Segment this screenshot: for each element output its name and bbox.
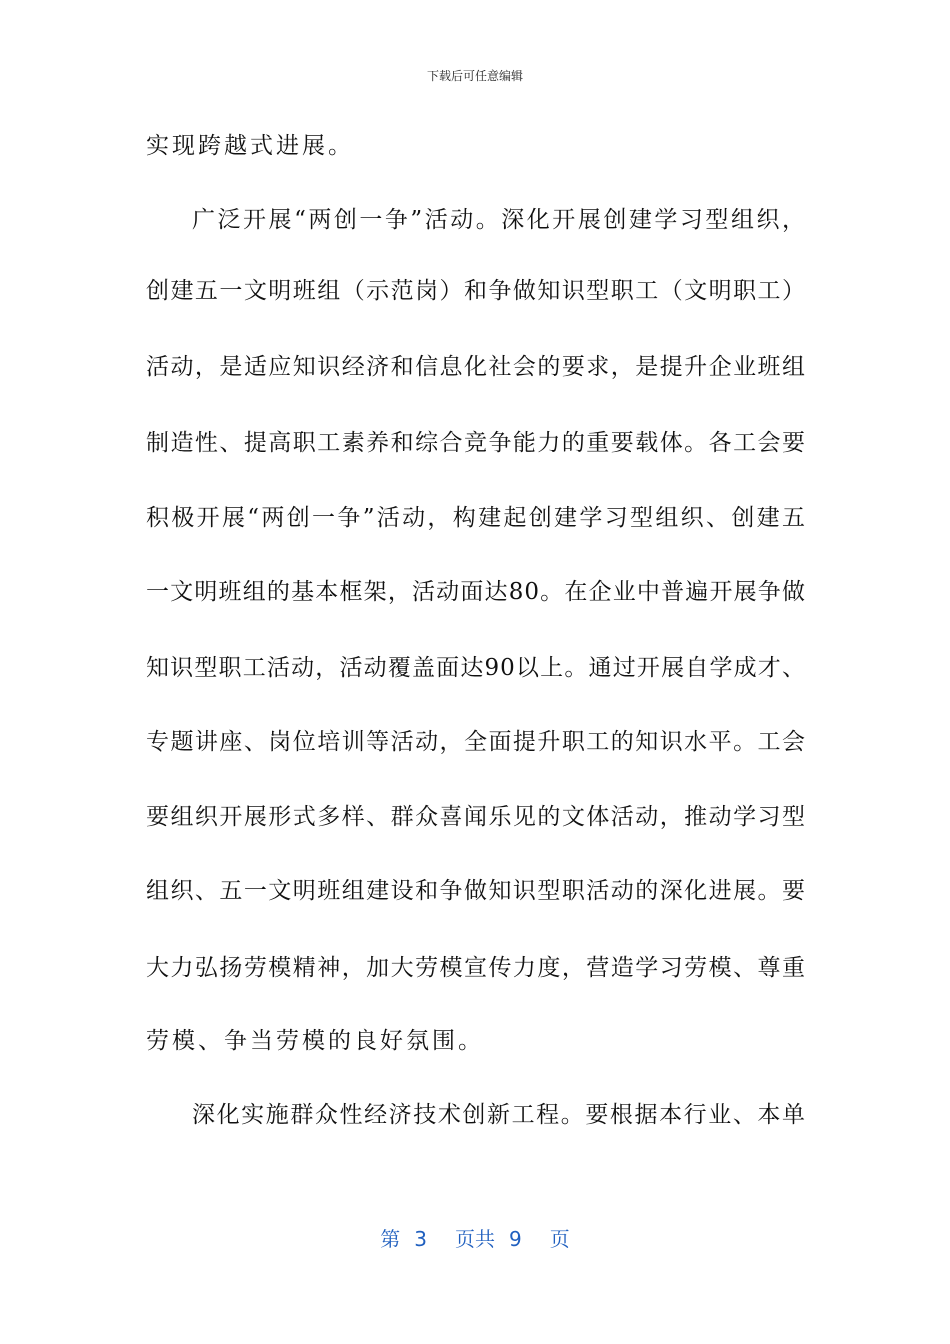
paragraph-start-line: 广泛开展“两创一争”活动。深化开展创建学习型组织，	[192, 207, 806, 233]
header-note: 下载后可任意编辑	[426, 69, 523, 83]
total-pages-number: 9	[509, 1227, 522, 1251]
body-line-5: 制造性、提高职工素养和综合竞争能力的重要载体。各工会要	[146, 430, 806, 456]
body-line-10: 要组织开展形式多样、群众喜闻乐见的文体活动，推动学习型	[146, 804, 806, 830]
body-line-9: 专题讲座、岗位培训等活动，全面提升职工的知识水平。工会	[146, 729, 806, 755]
paragraph-start-line: 深化实施群众性经济技术创新工程。要根据本行业、本单	[192, 1102, 806, 1128]
body-line-4: 活动，是适应知识经济和信息化社会的要求，是提升企业班组	[146, 354, 806, 380]
page-suffix: 页	[549, 1227, 570, 1251]
page-mid: 页共	[455, 1227, 495, 1251]
body-line-3: 创建五一文明班组（示范岗）和争做知识型职工（文明职工）	[146, 278, 806, 304]
body-line-12: 大力弘扬劳模精神，加大劳模宣传力度，营造学习劳模、尊重	[146, 955, 806, 981]
body-line-13: 劳模、争当劳模的良好氛围。	[146, 1028, 484, 1054]
page-prefix: 第	[380, 1227, 401, 1251]
body-line-11: 组织、五一文明班组建设和争做知识型职活动的深化进展。要	[146, 878, 806, 904]
body-line-6: 积极开展“两创一争”活动，构建起创建学习型组织、创建五	[146, 505, 806, 531]
body-line-1: 实现跨越式进展。	[146, 133, 354, 159]
page-footer	[0, 1226, 950, 1252]
current-page-number: 3	[414, 1227, 427, 1251]
body-line-7: 一文明班组的基本框架，活动面达80。在企业中普遍开展争做	[146, 579, 806, 605]
body-line-8: 知识型职工活动，活动覆盖面达90以上。通过开展自学成才、	[146, 655, 806, 681]
